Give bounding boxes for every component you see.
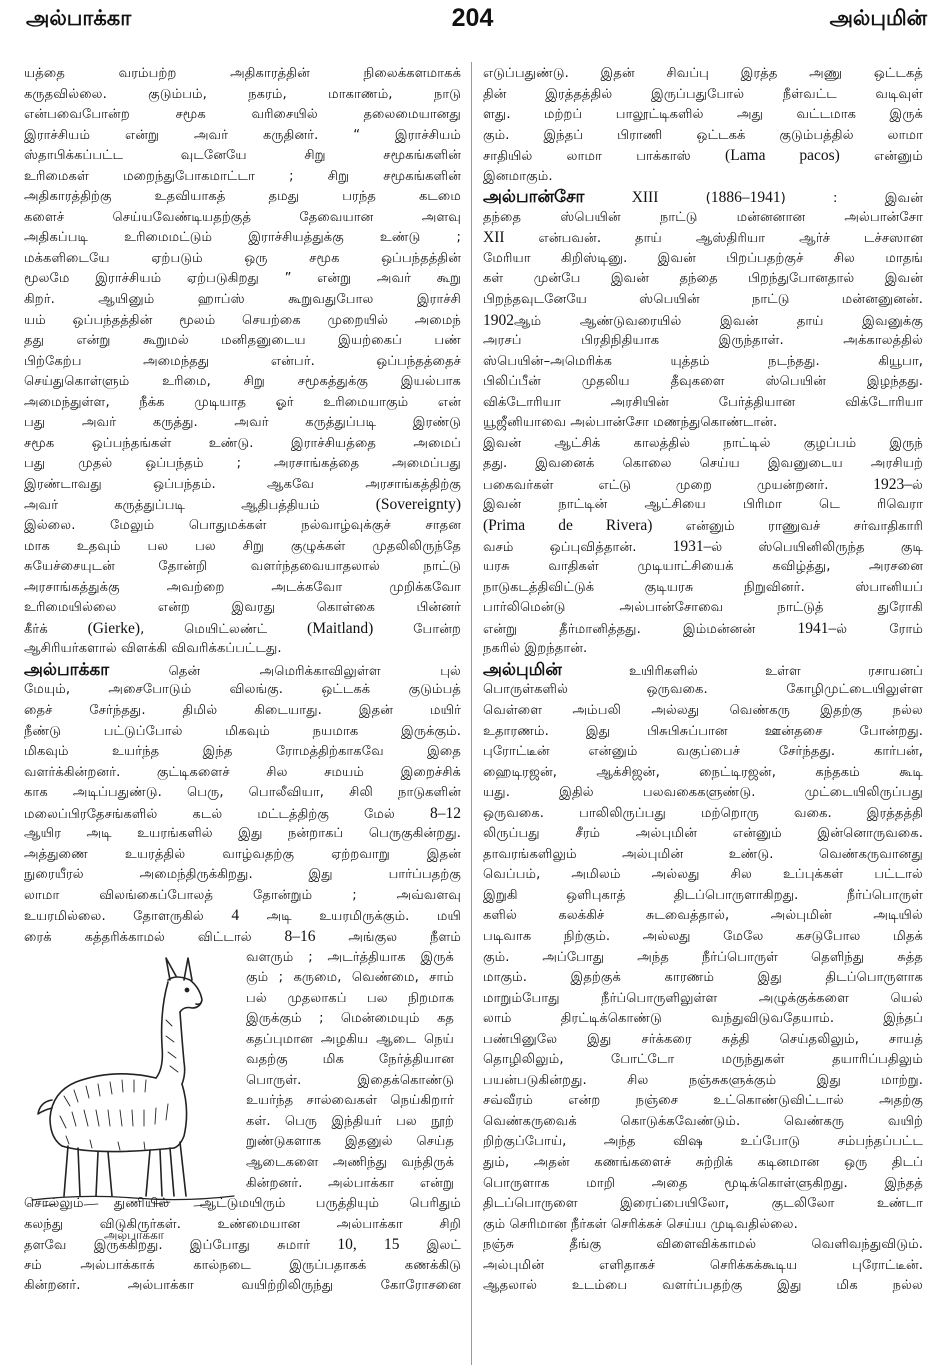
left-column-line: றுண்டுகளாக இதனுல் செய்த [246, 1134, 454, 1150]
left-column-line: கருதவில்லை. குடும்பம், நகரம், மாகாணம், நாடு [24, 86, 461, 102]
right-column-line: தாவரங்களிலும் அல்புமின் உண்டு. வெண்கருவானது [483, 846, 923, 862]
left-column-line: பிற்கேற்ப அமைந்தது என்பர். ஒப்பந்தத்தைச் [24, 353, 461, 369]
left-column-line: மிகவும் உயர்ந்த இந்த ரோமத்திற்காகவே இதை [24, 744, 461, 760]
right-column-line: பொருளாக மாறி அதை மூடிக்கொள்ளுகிறது. இந்தத் [483, 1175, 923, 1191]
running-head-left: அல்பாக்கா [26, 6, 132, 30]
left-column-line: சமூக ஒப்பந்தங்கள் உண்டு. இராச்சியத்தை அமைப் [24, 435, 461, 451]
running-head-right: அல்புமின் [829, 6, 927, 30]
left-column-line: அவர் கருத்துப்படி ஆதிபத்தியம் (Sovereignty) [24, 496, 461, 514]
right-column-line: அல்பான்சோ XIII (1886–1941) : இவன் [483, 187, 923, 208]
right-column-line: மேரியா கிறிஸ்டினு. இவன் பிறப்பதற்குச் சில மாதங் [483, 250, 923, 266]
right-column-line: 1902ஆம் ஆண்டுவரையில் இவன் தாய் இவனுக்கு [483, 311, 923, 329]
left-column-line: மாக உதவும் பல பல சிறு குழுக்கள் முதலிலிருந்தே [24, 538, 461, 554]
left-column-line: அரசாங்கத்துக்கு அவற்றை அடக்கவோ முறிக்கவோ [24, 579, 461, 595]
left-column-line: நுரையீரல் அமைந்திருக்கிறது. இது பார்ப்பதற்கு [24, 867, 461, 883]
right-column-line: (Prima de Rivera) என்னும் ராணுவச் சர்வாதிகாரி [483, 517, 923, 535]
right-column-line: ளது. மற்றப் பாலூட்டிகளில் அது வட்டமாக இருக் [483, 107, 923, 123]
entry-headword: அல்புமின் [483, 659, 562, 680]
left-column-line: உயரமில்லை. தோளருகில் 4 அடி உயரமிருக்கும். மயி [24, 907, 461, 925]
right-column-line: நகரில் இறந்தான். [483, 641, 588, 657]
right-column-line: கும் செரிமான நீர்கள் செரிக்கச் செய்ய முடிவதில்லை. [483, 1216, 798, 1232]
left-column-line: காக அடிப்பதுண்டு. பெரு, பொலீவியா, சிலி நாடுகளின் [24, 785, 461, 801]
alpaca-figure [24, 950, 244, 1254]
left-column-line: அதிகாரத்திற்கு உதவியாகத் தமது பரந்த கடமை [24, 189, 461, 205]
right-column-line: வசம் ஒப்புவித்தான். 1931–ல் ஸ்பெயினிலிருந்த குடி [483, 537, 923, 555]
right-column-line: விக்டோரியா அரசியின் பேர்த்தியான விக்டோரியா [483, 394, 923, 410]
right-column-line: இவன் ஆட்சிக் காலத்தில் நாட்டில் குழப்பம் இருந் [483, 435, 923, 451]
left-column-line: மூலமே இராச்சியம் ஏற்படுகிறது ” என்று அவர் கூறு [24, 271, 461, 287]
right-column-line: தந்தை ஸ்பெயின் நாட்டு மன்னனான அல்பான்சோ [483, 209, 923, 225]
left-column-line: மேயும், அசைபோடும் விலங்கு. ஒட்டகக் குடும்பத் [24, 682, 461, 698]
right-column-line: ஆதலால் உடம்பை வளர்ப்பதற்கு இது மிக நல்ல [483, 1278, 923, 1294]
left-column-line: கதப்புமான அழகிய ஆடை நெய் [246, 1031, 454, 1047]
right-column-line: நாடுகடத்திவிட்டுக் குடியரசு நிறுவினர். ஸ்பானியப் [483, 579, 923, 595]
alpaca-illustration [24, 950, 244, 1220]
right-column-line: வெண்கருவைக் கொடுக்கவேண்டும். வெண்கரு வயிற் [483, 1113, 923, 1129]
right-column-line: வெப்பம், அமிலம் அல்லது சில உப்புக்கள் பட்டால் [483, 867, 923, 883]
left-column-line: என்பவைபோன்ற சமூக வரிசையில் தலைமையானது [24, 107, 461, 123]
right-column-line: பொருள்களில் ஒருவகை. கோழிமுட்டையிலுள்ள [483, 682, 923, 698]
right-column-line: இனமாகும். [483, 168, 553, 184]
right-column-line: மாறும்போது நீர்ப்பொருளிலுள்ள அழுக்குக்களை யெல் [483, 990, 923, 1006]
left-column-line: லாமா விலங்கைப்போலத் தோன்றும் ; அவ்வளவு [24, 887, 461, 903]
left-column-line: ஸ்தாபிக்கப்பட்ட வுடனேயே சிறு சமூகங்களின் [24, 148, 461, 164]
right-column-line: என்று தீர்மானித்தது. இம்மன்னன் 1941–ல் ரோம் [483, 619, 923, 637]
left-column-line: தளவே இருக்கிறது. இப்போது சுமார் 10, 15 இலட் [24, 1236, 461, 1254]
right-column [483, 64, 923, 1297]
right-column-line: சாதியில் லாமா பாக்காஸ் (Lama pacos) என்னும் [483, 147, 923, 165]
left-column-line: அதிகப்படி உரிமைமட்டும் இராச்சியத்துக்கு உண்டு ; [24, 230, 461, 246]
left-column-line: இராச்சியம் என்று அவர் கருதினர். “ இராச்சியம் [24, 127, 461, 143]
right-column-line: தின் இரத்தத்தில் இருப்பதுபோல் நீள்வட்ட வடிவுள் [483, 86, 923, 102]
left-column-line: கும் ; கருமை, வெண்மை, சாம் [246, 970, 454, 986]
right-column-line: தொழிலிலும், போட்டோ மருந்துகள் தயாரிப்பதிலும் [483, 1052, 923, 1068]
left-column-line: களைச் செய்யவேண்டியதற்குத் தேவையான அளவு [24, 209, 461, 225]
right-column-line: பிலிப்பீன் முதலிய தீவுகளை ஸ்பெயின் இழந்தது. [483, 374, 923, 390]
page-number: 204 [451, 4, 494, 32]
right-column-line: இவன் நாட்டின் ஆட்சியை பிரிமா டெ ரிவெரா [483, 497, 923, 513]
left-column-line: ஆசிரியர்களால் விளக்கி விவரிக்கப்பட்டது. [24, 641, 282, 657]
right-column-line: களில் கலக்கிச் சுடவைத்தால், அல்புமின் அடியில் [483, 908, 923, 924]
entry-headword: அல்பாக்கா [24, 659, 110, 680]
left-column-line: சொல்லும் துணியில் ஆட்டுமயிரும் பருத்தியும் பெரிதும் [24, 1196, 461, 1212]
left-column-line: பொருள். இதைக்கொண்டு [246, 1072, 454, 1088]
left-column-line: யம் ஒப்பந்தத்தின் மூலம் செயற்கை முறையில் அமைந் [24, 312, 461, 328]
right-column-line: ஸ்பெயின்–அமெரிக்க யுத்தம் நடந்தது. கியூபா, [483, 353, 923, 369]
left-column-line: கின்றனர். அல்பாக்கா வயிற்றிலிருந்து கோரோசனை [24, 1278, 461, 1294]
right-column-line: அல்புமின் எளிதாகச் செரிக்கக்கூடிய புரோட்டீன். [483, 1257, 923, 1273]
left-column-line: வளர்க்கின்றனர். குட்டிகளைச் சில சமயம் இறைச்சிக் [24, 764, 461, 780]
left-column-line: ரைக் கத்தரிக்காமல் விட்டால் 8–16 அங்குல நீளம் [24, 927, 461, 945]
left-column-line: கீர்க் (Gierke), மெயிட்லண்ட் (Maitland) போன்ற [24, 619, 461, 637]
left-column-line: கலந்து விடுகிருர்கள். உண்மையான அல்பாக்கா சிறி [24, 1216, 461, 1232]
left-column-line: மலைப்பிரதேசங்களில் கடல் மட்டத்திற்கு மேல் 8–12 [24, 804, 461, 822]
left-column-line: பது முதல் ஒப்பந்தம் ; அரசாங்கத்தை அமைப்பது [24, 456, 461, 472]
left-column-line: சம் அல்பாக்காக் கால்நடை இருப்பதாகக் கணக்கிடு [24, 1257, 461, 1273]
right-column-line: கும். இந்தப் பிராணி ஒட்டகக் குடும்பத்தில் லாமா [483, 127, 923, 143]
right-column-line: லாம் திரட்டிக்கொண்டு வந்துவிடுவதேயாம். இந்தப் [483, 1011, 923, 1027]
left-column-line: மக்களிடையே ஏற்படும் ஒரு சமூக ஒப்பந்தத்தின் [24, 250, 461, 266]
right-column-line: திடப்பொருளை இரைப்பையிலோ, குடலிலோ உண்டா [483, 1196, 923, 1212]
right-column-line: எடுப்பதுண்டு. இதன் சிவப்பு இரத்த அணு ஒட்டகத் [483, 66, 923, 81]
right-column-line: ஒருவகை. பாலிலிருப்பது மற்றொரு வகை. இரத்தத்தி [483, 805, 923, 821]
left-column-line: உரிமைகள் மறைந்துபோகமாட்டா ; சிறு சமூகங்களின் [24, 168, 461, 184]
left-column-line: யத்தை வரம்பற்ற அதிகாரத்தின் நிலைக்களமாகக் [24, 66, 461, 81]
left-column-line: இருக்கும் ; மென்மையும் கத [246, 1011, 454, 1027]
entry-headword: அல்பான்சோ [483, 187, 585, 208]
left-column-line: அல்பாக்கா தென் அமெரிக்காவிலுள்ள புல் [24, 659, 461, 680]
right-column-line: XII என்பவன். தாய் ஆஸ்திரியா ஆர்ச் டச்சஸான [483, 229, 923, 247]
left-column-line: அமைந்துள்ள, நீக்க முடியாத ஓர் உரிமையாகும் என் [24, 394, 461, 410]
right-column-line: பகைவர்கள் எட்டு முறை முயன்றனர். 1923–ல் [483, 475, 923, 493]
left-column-line: தைச் சேர்ந்தது. திமில் கிடையாது. இதன் மயிர் [24, 702, 461, 718]
right-column-line: பண்பினுலே இது சர்க்கரை சுத்தி செய்தலிலும், சாயத் [483, 1031, 923, 1047]
left-column-line: சுயேச்சையுடன் தோன்றி வளர்ந்தவையாதலால் நாட்டு [24, 559, 461, 575]
right-column-line: கும். அப்போது அந்த நீர்ப்பொருள் தெளிந்து சுத்த [483, 949, 923, 965]
right-column-line: ஹைடிரஜன், ஆக்சிஜன், நைட்டிரஜன், கந்தகம் கூடி [483, 764, 923, 780]
left-column-line: கிறர். ஆயினும் ஹாப்ஸ் கூறுவதுபோல இராச்சி [24, 292, 461, 308]
right-column-line: கள் முன்பே இவன் தந்தை பிறந்துபோனதால் இவன் [483, 271, 923, 287]
right-column-line: தது. இவனைக் கொலை செய்ய இவனுடைய அரசியற் [483, 456, 923, 472]
left-column-line: நீண்டு பட்டுப்போல் மிகவும் நயமாக இருக்கும். [24, 723, 461, 739]
right-column-line: பார்லிமென்டு அல்பான்சோவை நாட்டுத் துரோகி [483, 600, 923, 616]
left-column-line: கள். பெரு இந்தியர் பல நூற் [246, 1113, 454, 1129]
right-column-line: லிருப்பது சீரம் அல்புமின் என்னும் இன்னொருவகை. [483, 826, 923, 842]
right-column-line: அரசப் பிரதிநிதியாக இருந்தாள். அக்காலத்தில் [483, 333, 923, 349]
right-column-line: தும், அதன் கணங்களைச் சுற்றிக் கடினமான ஒரு திடப் [483, 1154, 923, 1170]
left-column-line: உரிமையில்லை என்ற இவரது கொள்கை பின்னர் [24, 600, 461, 616]
right-column-line: அல்புமின் உயிரிகளில் உள்ள ரசாயனப் [483, 659, 923, 680]
left-column-line: ஆடைகளை அணிந்து வந்திருக் [246, 1154, 454, 1170]
right-column-line: றிற்குப்போய், அந்த விஷ உப்போடு சம்பந்தப்பட்ட [483, 1134, 923, 1150]
left-column-line: வளரும் ; அடர்த்தியாக இருக் [246, 949, 454, 965]
left-column-line: பது அவர் கருத்து. அவர் கருத்துப்படி இரண்டு [24, 415, 461, 431]
left-column-line: அத்துணை உயரத்தில் வாழ்வதற்கு ஏற்றவாறு இதன் [24, 846, 461, 862]
right-column-line: நஞ்சு தீங்கு விளைவிக்காமல் வெளிவந்துவிடும். [483, 1237, 923, 1253]
left-column-line: வதற்கு மிக நேர்த்தியான [246, 1052, 454, 1068]
right-column-line: புரோட்டீன் என்னும் வகுப்பைச் சேர்ந்தது. கார்பன், [483, 744, 923, 760]
left-column-line: கின்றனர். அல்பாக்கா என்று [246, 1175, 454, 1191]
left-column-line: இரண்டாவது ஒப்பந்தம். ஆகவே அரசாங்கத்திற்கு [24, 476, 461, 492]
right-column-line: பயன்படுகின்றது. சில நஞ்சுகளுக்கும் இது மாற்று. [483, 1072, 923, 1088]
left-column-line: தது என்று கூறுமல் மனிதனுடைய இயற்கைப் பண் [24, 333, 461, 349]
left-column-line: செய்துகொள்ளும் உரிமை, சிறு சமூகத்துக்கு இயல்பாக [24, 374, 461, 390]
right-column-line: யரசு வாதிகள் முடியாட்சியைக் கவிழ்த்து, அரசனை [483, 559, 923, 575]
right-column-line: வெள்ளை அம்பலி அல்லது வெண்கரு இதற்கு நல்ல [483, 702, 923, 718]
right-column-line: படிவாக நிற்கும். அல்லது மேலே கசடுபோல மிதக் [483, 928, 923, 944]
left-column-line: இல்லை. மேலும் பொதுமக்கள் நல்வாழ்வுக்குச் சாதன [24, 518, 461, 534]
left-column-line: பல் முதலாகப் பல நிறமாக [246, 990, 454, 1006]
column-divider [471, 62, 472, 1365]
left-column-line: உயர்ந்த சால்வைகள் நெய்கிறார் [246, 1093, 454, 1109]
right-column-line: மாகும். இதற்குக் காரணம் இது திடப்பொருளாக [483, 970, 923, 986]
right-column-line: இறுகி ஒளிபுகாத் திடப்பொருளாகிறது. நீர்ப்பொருள் [483, 887, 923, 903]
left-column-line: ஆயிர அடி உயரங்களில் இது நன்றாகப் பெருகுகின்றது. [24, 826, 461, 842]
right-column-line: சவ்வீரம் என்ற நஞ்சை உட்கொண்டுவிட்டால் அதற்கு [483, 1093, 923, 1109]
right-column-line: உதாரணம். இது பிசுபிசுப்பான ஊன்தசை போன்றது. [483, 723, 923, 739]
right-column-line: பிறந்தவுடனேயே ஸ்பெயின் நாட்டு மன்னனுனன். [483, 292, 923, 308]
right-column-line: யது. இதில் பலவகைகளுண்டு. முட்டையிலிருப்பது [483, 785, 923, 801]
figure-caption: அல்பாக்கா [103, 1228, 165, 1242]
right-column-line: யூஜீனியாவை அல்பான்சோ மணந்துகொண்டான். [483, 415, 778, 431]
